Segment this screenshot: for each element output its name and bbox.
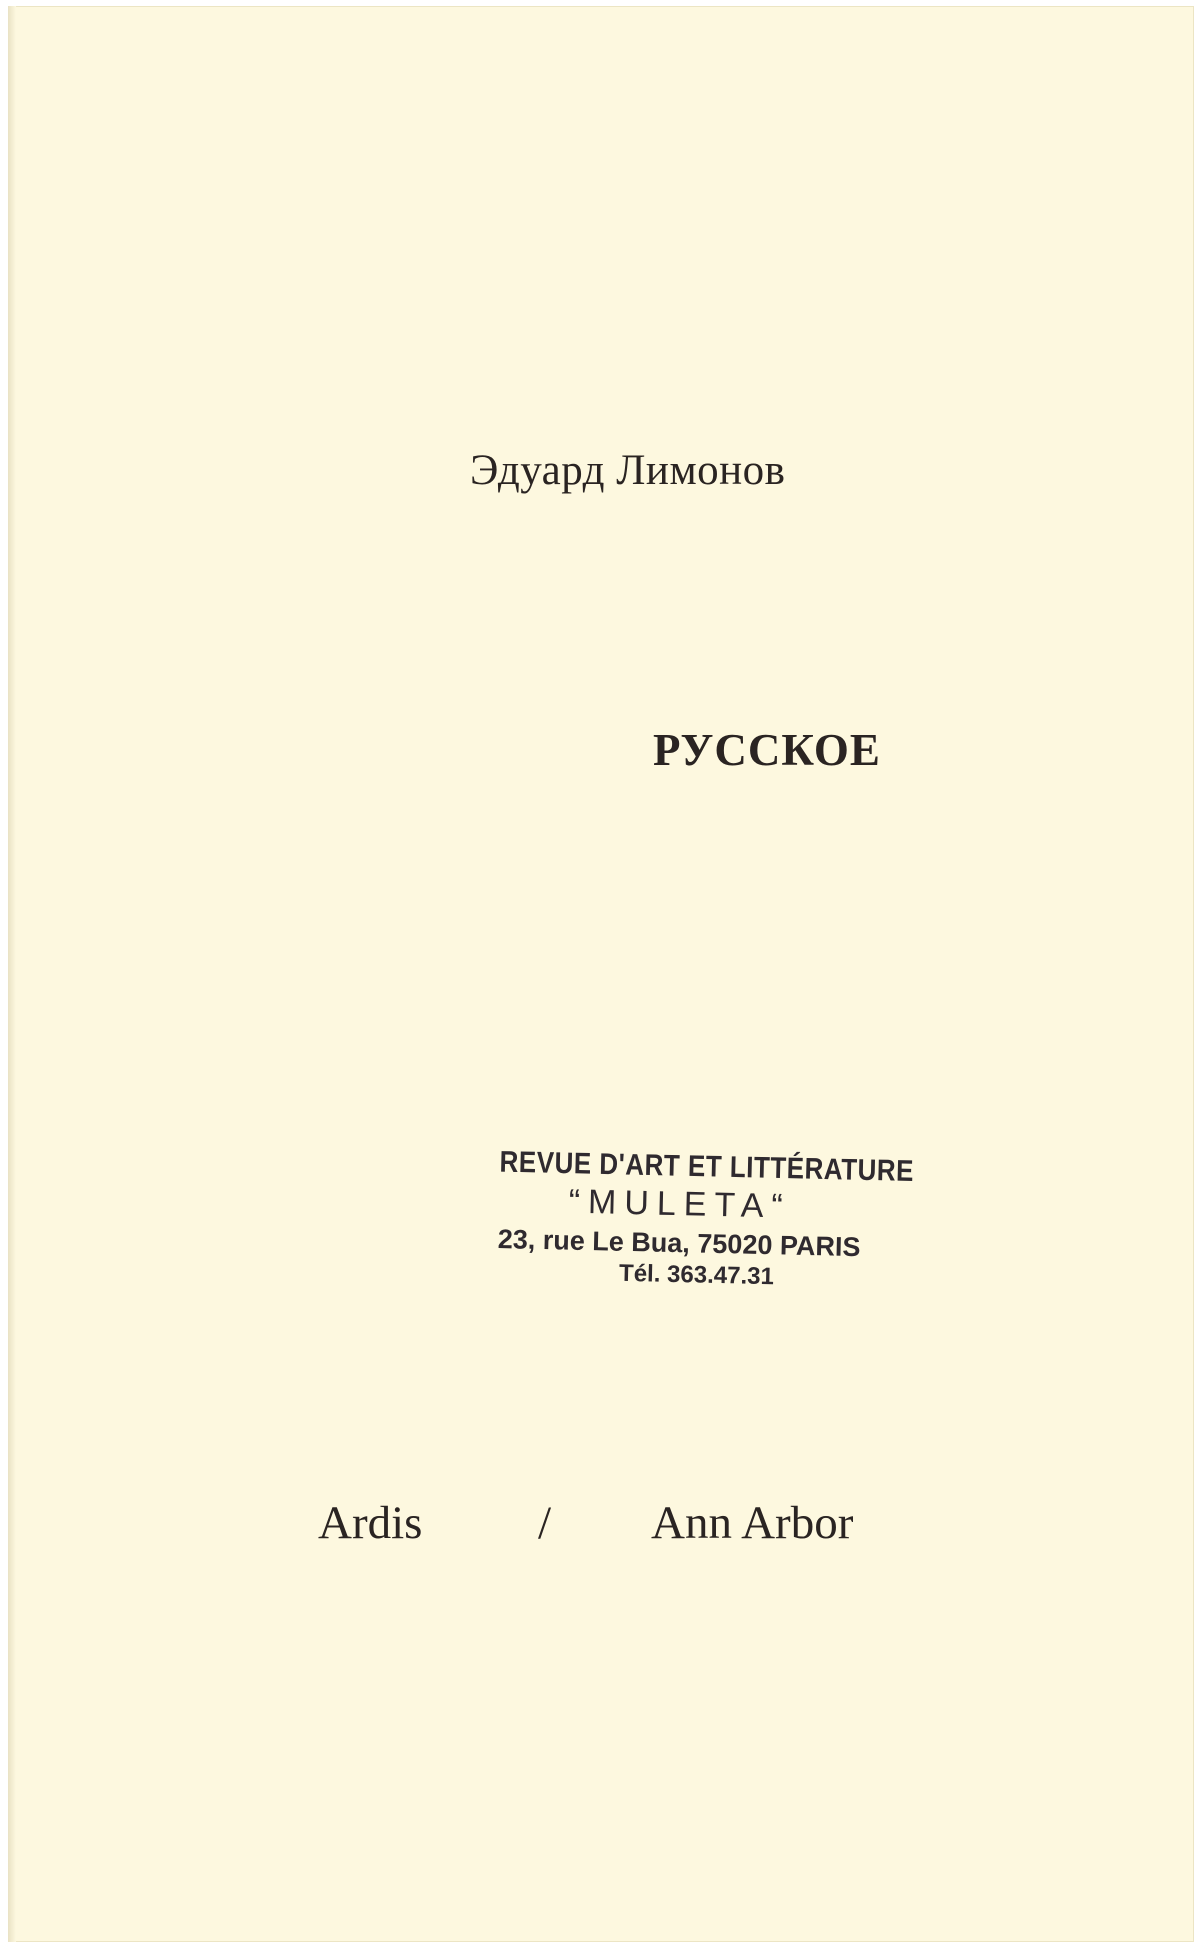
- author-name: Эдуард Лимонов: [470, 447, 786, 494]
- stamp-line-phone: Tél. 363.47.31: [618, 1259, 775, 1291]
- library-stamp: [497, 1144, 940, 1295]
- title-page: [8, 6, 1194, 1942]
- publisher-city: Ann Arbor: [651, 1497, 854, 1549]
- stamp-line-muleta: “MULETA“: [568, 1182, 792, 1226]
- book-title: РУССКОЕ: [653, 725, 881, 775]
- publisher-name: Ardis: [318, 1497, 423, 1549]
- binding-edge: [8, 6, 16, 1942]
- stamp-line-address: 23, rue Le Bua, 75020 PARIS: [497, 1223, 861, 1263]
- stamp-line-revue: REVUE D'ART ET LITTÉRATURE: [499, 1144, 915, 1188]
- publisher-separator: /: [538, 1497, 552, 1549]
